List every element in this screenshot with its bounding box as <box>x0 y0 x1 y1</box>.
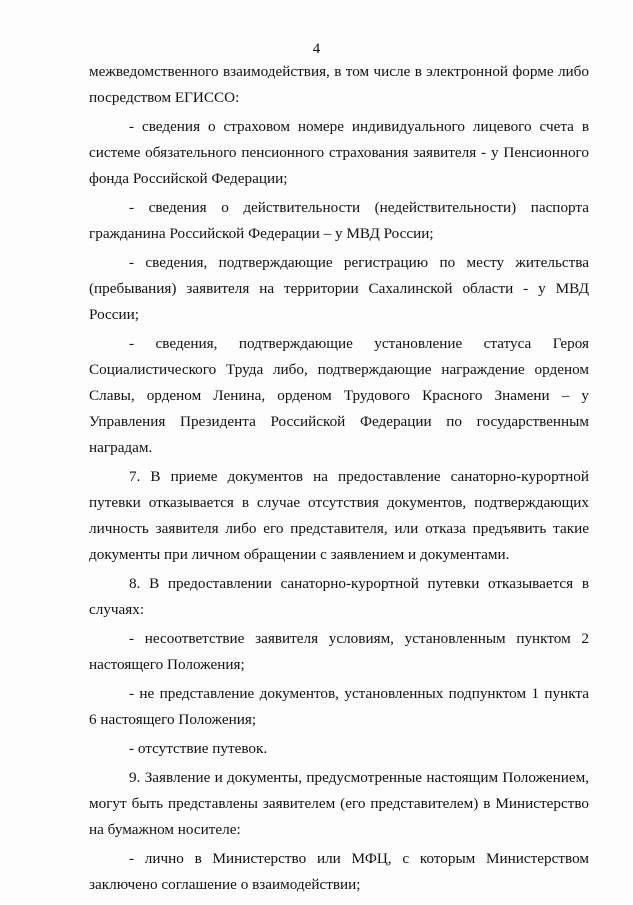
paragraph-intro-continuation: межведомственного взаимодействия, в том числе в электронной форме либо посредством ЕГИССО: <box>89 63 589 106</box>
paragraph-passport-validity: - сведения о действительности (недействительности) паспорта гражданина Российской Федерации – у МВД России; <box>89 199 589 242</box>
paragraph-no-vouchers: - отсутствие путевок. <box>129 740 268 757</box>
page-number: 4 <box>312 41 321 57</box>
paragraph-nonconformity: - несоответствие заявителя условиям, установленным пунктом 2 настоящего Положения; <box>89 630 589 673</box>
paragraph-missing-documents: - не представление документов, установленных подпунктом 1 пункта 6 настоящего Положения; <box>89 685 589 728</box>
paragraph-hero-status: - сведения, подтверждающие установление статуса Героя Социалистического Труда либо, подтверждающие награждение орденом Славы, орденом Ленина, орденом Трудового Красного Знамени – у Управления Президента Российской Федерации по государственным наградам. <box>89 335 589 456</box>
document-body <box>89 59 589 898</box>
paragraph-in-person: - лично в Министерство или МФЦ, с которым Министерством заключено соглашение о взаимодействии; <box>89 850 589 893</box>
paragraph-snils-info: - сведения о страховом номере индивидуального лицевого счета в системе обязательного пенсионного страхования заявителя - у Пенсионного фонда Российской Федерации; <box>89 118 589 187</box>
paragraph-item-7: 7. В приеме документов на предоставление санаторно-курортной путевки отказывается в случае отсутствия документов, подтверждающих личность заявителя либо его представителя, или отказа предъявить такие документы при личном обращении с заявлением и документами. <box>89 468 589 563</box>
paragraph-item-8: 8. В предоставлении санаторно-курортной путевки отказывается в случаях: <box>89 575 589 618</box>
paragraph-registration-info: - сведения, подтверждающие регистрацию по месту жительства (пребывания) заявителя на территории Сахалинской области - у МВД России; <box>89 254 589 323</box>
paragraph-item-9: 9. Заявление и документы, предусмотренные настоящим Положением, могут быть представлены заявителем (его представителем) в Министерство на бумажном носителе: <box>89 769 589 838</box>
